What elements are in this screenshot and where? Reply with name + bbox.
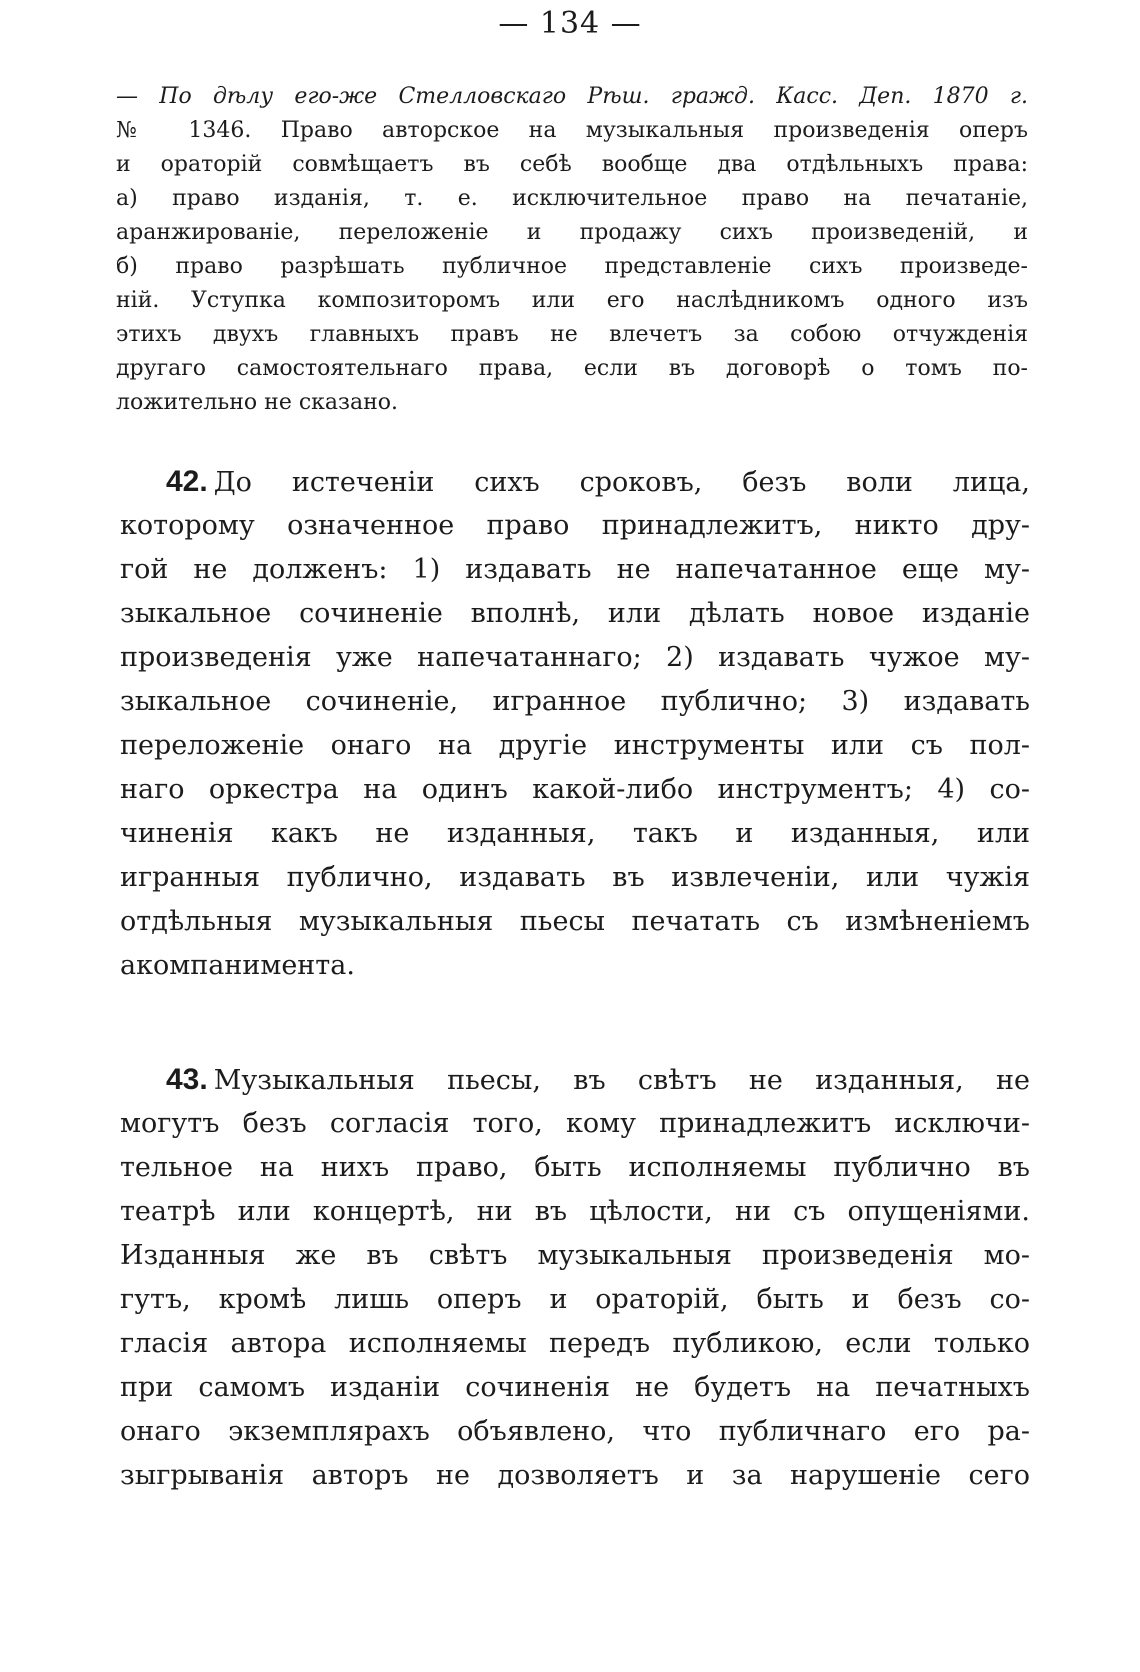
article-line: могутъ безъ согласія того, кому принадлежитъ исключи- [120, 1108, 1030, 1139]
note-line: ложительно не сказано. [116, 390, 399, 415]
article-line: чиненія какъ не изданныя, такъ и изданныя, или [120, 818, 1030, 849]
note-line: № 1346. Право авторское на музыкальныя произведенія оперъ [116, 118, 1028, 143]
article-line: зыгрыванія авторъ не дозволяетъ и за нарушеніе сего [120, 1460, 1030, 1491]
article-line: при самомъ изданіи сочиненія не будетъ на печатныхъ [120, 1372, 1030, 1403]
article-line: гой не долженъ: 1) издавать не напечатанное еще му- [120, 554, 1030, 585]
article-line: которому означенное право принадлежитъ, никто дру- [120, 510, 1030, 541]
note-line: этихъ двухъ главныхъ правъ не влечетъ за собою отчужденія [116, 322, 1028, 347]
article-43 [120, 1058, 1030, 1498]
note-citation: — По дѣлу его-же Стелловскаго Рѣш. гражд. Касс. Деп. 1870 г. [116, 84, 1028, 109]
article-line: онаго экземплярахъ объявлено, что публичнаго его ра- [120, 1416, 1030, 1447]
article-text: Музыкальныя пьесы, въ свѣтъ не изданныя, не [213, 1065, 1030, 1096]
article-line: гутъ, кромѣ лишь оперъ и ораторій, быть и безъ со- [120, 1284, 1030, 1315]
article-number: 43. [166, 1063, 208, 1096]
article-line: зыкальное сочиненіе вполнѣ, или дѣлать новое изданіе [120, 598, 1030, 629]
article-line: театрѣ или концертѣ, ни въ цѣлости, ни съ опущеніями. [120, 1196, 1030, 1227]
case-law-note [116, 80, 1028, 420]
article-line: произведенія уже напечатаннаго; 2) издавать чужое му- [120, 642, 1030, 673]
note-line: аранжированіе, переложеніе и продажу сихъ произведеній, и [116, 220, 1028, 245]
article-first-line [120, 460, 1030, 504]
article-line: тельное на нихъ право, быть исполняемы публично въ [120, 1152, 1030, 1183]
article-line: Изданныя же въ свѣтъ музыкальныя произведенія мо- [120, 1240, 1030, 1271]
note-line: и ораторій совмѣщаетъ въ себѣ вообще два отдѣльныхъ права: [116, 152, 1028, 177]
page-number: — 134 — [498, 6, 642, 41]
article-line: акомпанимента. [120, 950, 355, 981]
note-line: б) право разрѣшать публичное представленіе сихъ произведе- [116, 254, 1028, 279]
article-number: 42. [166, 465, 208, 498]
note-line: ній. Уступка композиторомъ или его наслѣдникомъ одного изъ [116, 288, 1028, 313]
article-line: игранныя публично, издавать въ извлеченіи, или чужія [120, 862, 1030, 893]
article-line: переложеніе онаго на другіе инструменты или съ пол- [120, 730, 1030, 761]
note-line: а) право изданія, т. е. исключительное право на печатаніе, [116, 186, 1028, 211]
article-42 [120, 460, 1030, 988]
note-line: другаго самостоятельнаго права, если въ договорѣ о томъ по- [116, 356, 1028, 381]
article-line: наго оркестра на одинъ какой-либо инструментъ; 4) со- [120, 774, 1030, 805]
article-text: До истеченіи сихъ сроковъ, безъ воли лица, [213, 467, 1030, 498]
article-line: зыкальное сочиненіе, игранное публично; 3) издавать [120, 686, 1030, 717]
article-line: отдѣльныя музыкальныя пьесы печатать съ измѣненіемъ [120, 906, 1030, 937]
article-first-line [120, 1058, 1030, 1102]
article-line: гласія автора исполняемы передъ публикою, если только [120, 1328, 1030, 1359]
